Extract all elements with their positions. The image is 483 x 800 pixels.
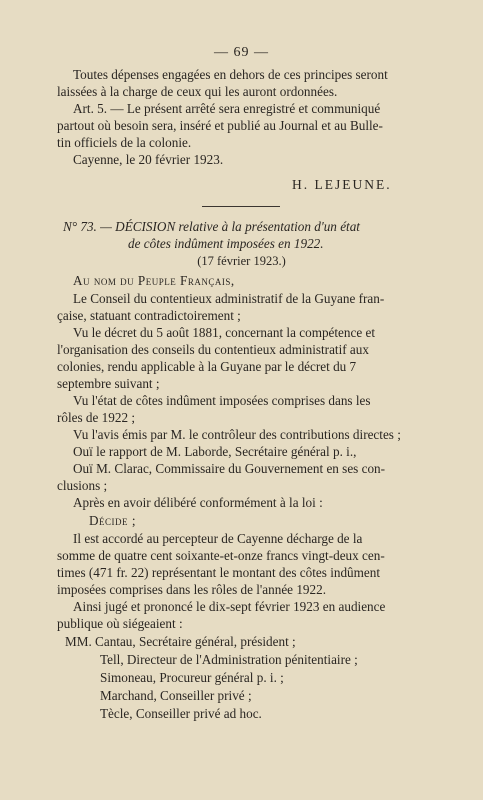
text-line: tin officiels de la colonie. (57, 135, 192, 150)
text-line: somme de quatre cent soixante-et-onze francs vingt-deux cen- (57, 548, 385, 563)
text-line: Vu l'avis émis par M. le contrôleur des contributions directes ; (73, 427, 401, 442)
text-line: clusions ; (57, 478, 108, 493)
text-line: Vu l'état de côtes indûment imposées comprises dans les (73, 393, 371, 408)
text-line: laissées à la charge de ceux qui les auront ordonnées. (57, 84, 338, 99)
text-line: Après en avoir délibéré conformément à la loi : (73, 495, 323, 510)
preamble: Au nom du Peuple Français, (73, 273, 235, 288)
signature: H. LEJEUNE. (292, 177, 392, 192)
text-line: Ainsi jugé et prononcé le dix-sept février 1923 en audience (73, 599, 386, 614)
place-date-line: Cayenne, le 20 février 1923. (73, 152, 224, 167)
article-line: Art. 5. — Le présent arrêté sera enregistré et communiqué (73, 101, 381, 116)
text-line: colonies, rendu applicable à la Guyane par le décret du 7 (57, 359, 357, 374)
page-number: — 69 — (214, 45, 269, 60)
text-line: Le Conseil du contentieux administratif de la Guyane fran- (73, 291, 385, 306)
text-line: publique où siégeaient : (57, 616, 183, 631)
text-line: Ouï M. Clarac, Commissaire du Gouvernement en ses con- (73, 461, 386, 476)
decision-heading: Décide ; (89, 513, 136, 528)
member-line: MM. Cantau, Secrétaire général, président ; (65, 634, 296, 649)
decision-title: N° 73. — DÉCISION relative à la présentation d'un état (63, 219, 360, 234)
decision-date: (17 février 1923.) (197, 254, 286, 268)
text-line: çaise, statuant contradictoirement ; (57, 308, 241, 323)
text-line: Ouï le rapport de M. Laborde, Secrétaire général p. i., (73, 444, 357, 459)
text-line: Il est accordé au percepteur de Cayenne décharge de la (73, 531, 363, 546)
decision-title-cont: de côtes indûment imposées en 1922. (128, 236, 324, 251)
text-line: Toutes dépenses engagées en dehors de ces principes seront (73, 67, 388, 82)
text-line: l'organisation des conseils du contentieux administratif aux (57, 342, 369, 357)
text-line: partout où besoin sera, inséré et publié au Journal et au Bulle- (57, 118, 383, 133)
section-divider (202, 206, 280, 207)
member-line: Tècle, Conseiller privé ad hoc. (100, 706, 262, 721)
member-line: Tell, Directeur de l'Administration pénitentiaire ; (100, 652, 358, 667)
text-line: imposées comprises dans les rôles de l'année 1922. (57, 582, 326, 597)
member-line: Simoneau, Procureur général p. i. ; (100, 670, 284, 685)
text-line: Vu le décret du 5 août 1881, concernant la compétence et (73, 325, 376, 340)
text-line: rôles de 1922 ; (57, 410, 136, 425)
member-line: Marchand, Conseiller privé ; (100, 688, 252, 703)
text-line: septembre suivant ; (57, 376, 160, 391)
text-line: times (471 fr. 22) représentant le montant des côtes indûment (57, 565, 381, 580)
